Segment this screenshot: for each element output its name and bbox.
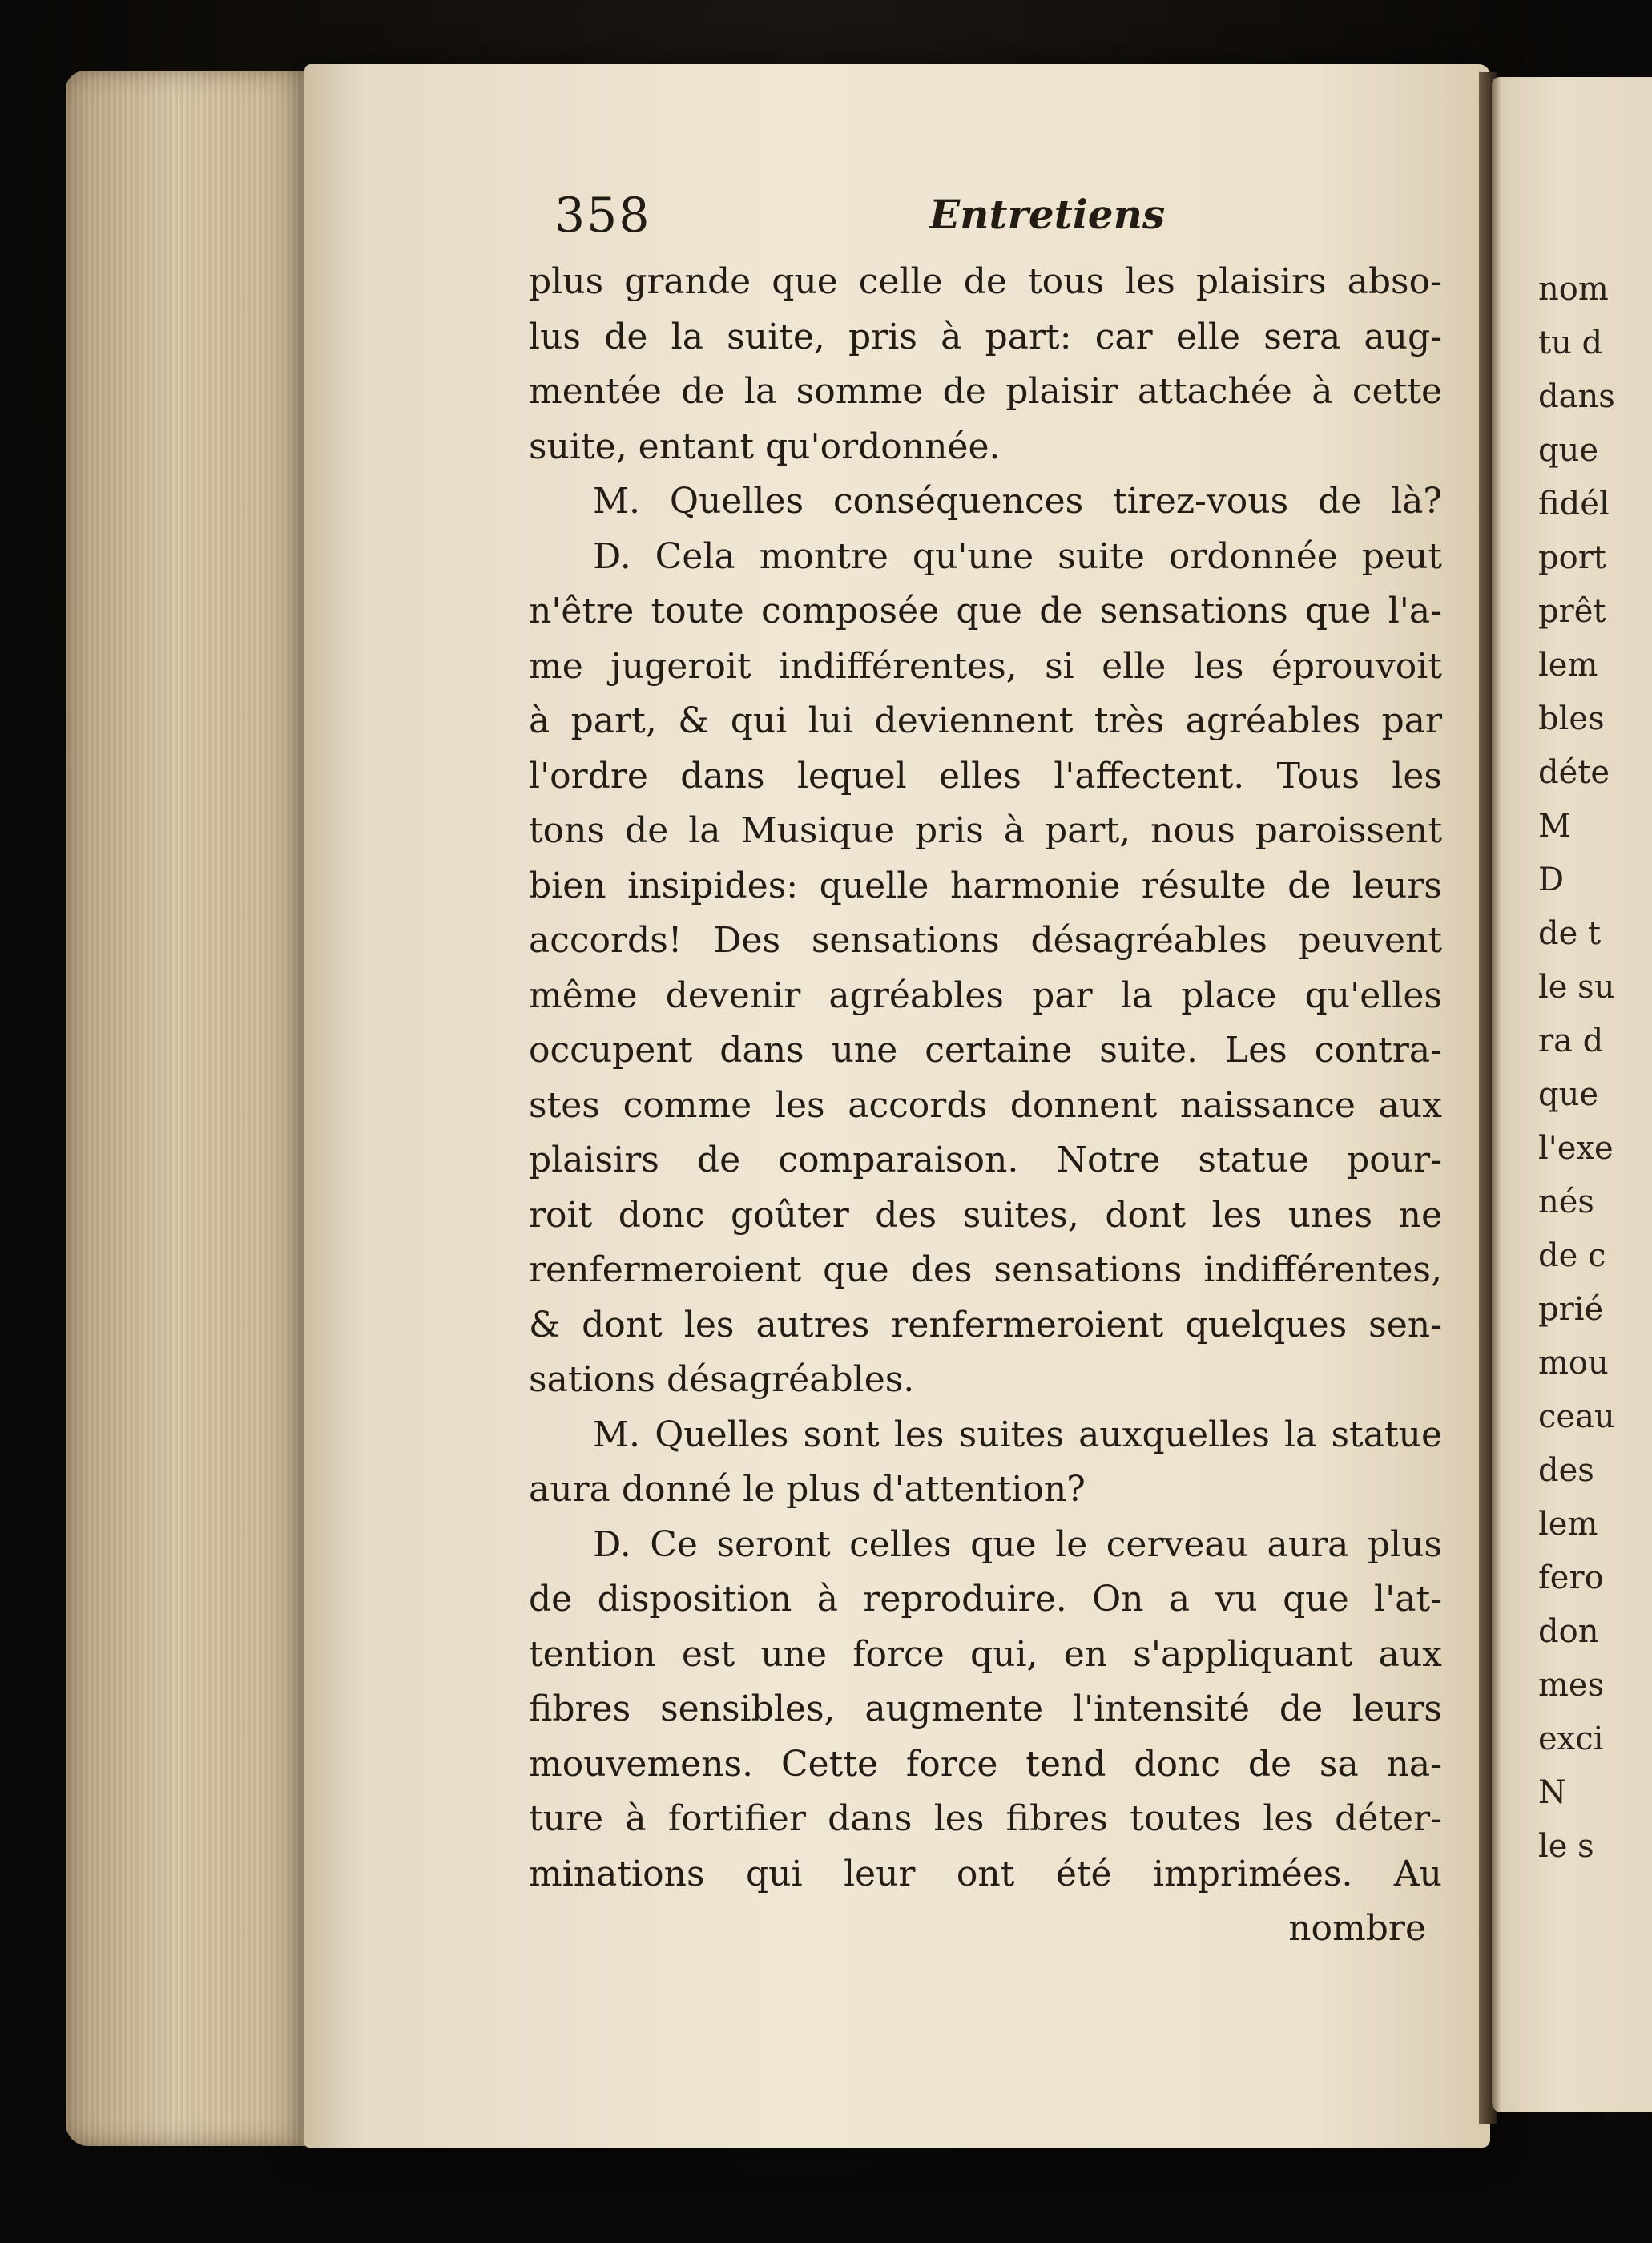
facing-line-fragment: port [1538, 539, 1606, 576]
running-head [529, 183, 1442, 255]
facing-page-text-fragments [1538, 263, 1615, 1874]
text-line: aura donné le plus d'attention? [529, 1469, 1086, 1510]
facing-line-fragment: nés [1538, 1184, 1594, 1220]
text-line: à part, & qui lui deviennent très agréables par [529, 700, 1442, 741]
text-line: ture à fortifier dans les fibres toutes les déter- [529, 1798, 1442, 1839]
facing-line-fragment: prêt [1538, 593, 1606, 630]
body-text [529, 255, 1442, 1902]
facing-line-fragment: mou [1538, 1345, 1609, 1382]
text-line: lus de la suite, pris à part: car elle sera aug- [529, 316, 1442, 357]
text-line: fibres sensibles, augmente l'intensité de leurs [529, 1688, 1442, 1729]
text-line: & dont les autres renfermeroient quelques sen- [529, 1304, 1442, 1345]
text-line: tons de la Musique pris à part, nous paroissent [529, 810, 1442, 851]
facing-line-fragment: dans [1538, 378, 1615, 415]
text-line: M. Quelles conséquences tirez-vous de là? [593, 481, 1442, 522]
facing-line-fragment: des [1538, 1452, 1594, 1489]
facing-line-fragment: de c [1538, 1237, 1606, 1274]
facing-line-fragment: fidél [1538, 486, 1610, 522]
text-line: roit donc goûter des suites, dont les unes ne [529, 1194, 1442, 1236]
facing-line-fragment: déte [1538, 754, 1610, 791]
facing-line-fragment: que [1538, 1076, 1599, 1113]
facing-line-fragment: D [1538, 861, 1565, 898]
running-title: Entretiens [929, 191, 1166, 238]
facing-line-fragment: nom [1538, 271, 1609, 308]
text-line: suite, entant qu'ordonnée. [529, 426, 1001, 467]
text-line: minations qui leur ont été imprimées. Au [529, 1853, 1442, 1894]
text-line: n'être toute composée que de sensations que l'a- [529, 591, 1442, 631]
facing-line-fragment: bles [1538, 700, 1605, 737]
text-line: D. Cela montre qu'une suite ordonnée peut [593, 535, 1442, 577]
facing-line-fragment: le su [1538, 969, 1615, 1006]
facing-line-fragment: prié [1538, 1291, 1604, 1328]
text-line: sations désagréables. [529, 1359, 915, 1400]
facing-line-fragment: de t [1538, 915, 1602, 952]
facing-line-fragment: lem [1538, 1506, 1598, 1543]
facing-line-fragment: que [1538, 432, 1599, 469]
text-line: stes comme les accords donnent naissance aux [529, 1084, 1442, 1126]
facing-line-fragment: le s [1538, 1828, 1594, 1865]
facing-line-fragment: N [1538, 1774, 1566, 1811]
facing-line-fragment: lem [1538, 647, 1598, 684]
facing-line-fragment: tu d [1538, 325, 1603, 361]
facing-line-fragment: don [1538, 1613, 1599, 1650]
facing-line-fragment: l'exe [1538, 1130, 1614, 1167]
facing-line-fragment: M [1538, 808, 1571, 845]
facing-line-fragment: exci [1538, 1721, 1604, 1757]
text-line: me jugeroit indifférentes, si elle les éprouvoit [529, 645, 1442, 687]
text-line: de disposition à reproduire. On a vu que l'at- [529, 1579, 1442, 1620]
facing-line-fragment: fero [1538, 1559, 1604, 1596]
text-line: tention est une force qui, en s'appliquant aux [529, 1633, 1442, 1675]
text-line: renfermeroient que des sensations indifférentes, [529, 1249, 1442, 1290]
text-line: mentée de la somme de plaisir attachée à cette [529, 371, 1442, 412]
text-line: accords! Des sensations désagréables peuvent [529, 920, 1442, 961]
page-text-block [529, 183, 1442, 1957]
text-line: M. Quelles sont les suites auxquelles la statue [593, 1414, 1442, 1455]
text-line: plaisirs de comparaison. Notre statue pour- [529, 1140, 1442, 1180]
facing-line-fragment: ra d [1538, 1023, 1604, 1059]
facing-line-fragment: ceau [1538, 1398, 1615, 1435]
text-line: même devenir agréables par la place qu'elles [529, 974, 1442, 1016]
catchword: nombre [1288, 1908, 1426, 1949]
text-line: l'ordre dans lequel elles l'affectent. Tous les [529, 755, 1442, 797]
text-line: plus grande que celle de tous les plaisirs abso- [529, 261, 1442, 302]
page-number: 358 [554, 188, 651, 244]
text-line: mouvemens. Cette force tend donc de sa na- [529, 1743, 1442, 1785]
facing-line-fragment: mes [1538, 1667, 1605, 1704]
text-line: bien insipides: quelle harmonie résulte de leurs [529, 865, 1442, 906]
text-line: D. Ce seront celles que le cerveau aura plus [593, 1523, 1442, 1565]
text-line: occupent dans une certaine suite. Les contra- [529, 1030, 1442, 1071]
